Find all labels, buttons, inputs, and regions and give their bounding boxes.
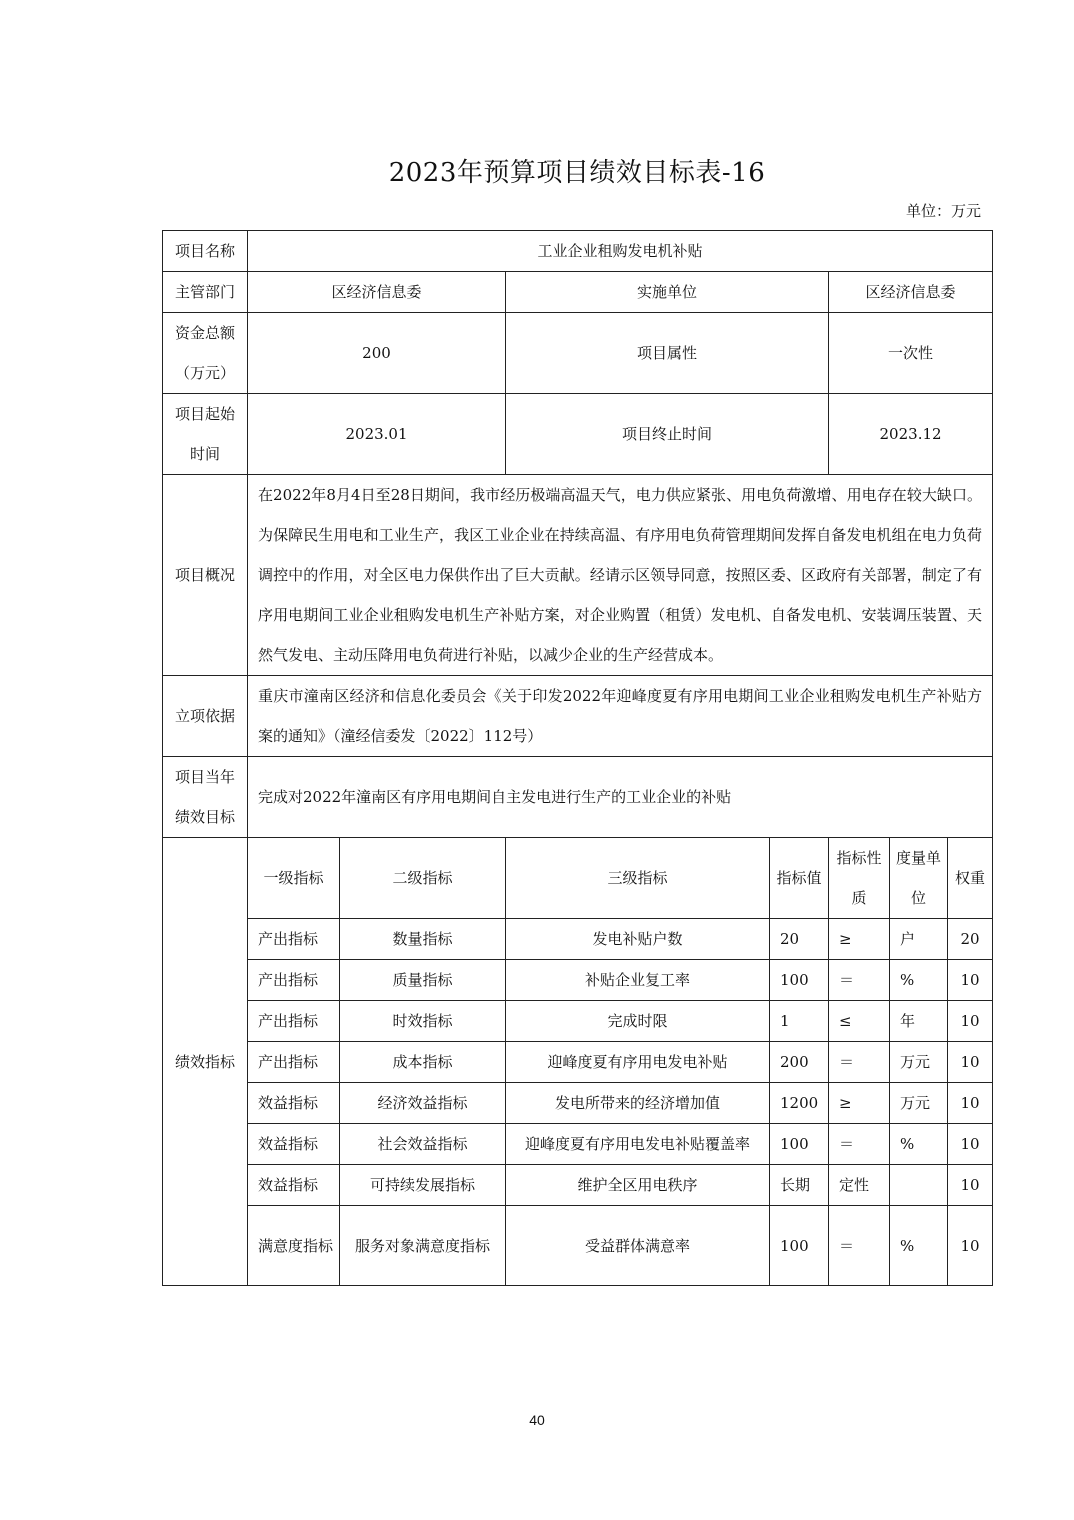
value-cell: 1200 [770, 1083, 829, 1124]
table-row [163, 1206, 993, 1286]
level2-cell: 可持续发展指标 [340, 1165, 506, 1206]
table-row [163, 1124, 993, 1165]
weight-cell: 10 [948, 1001, 993, 1042]
level1-cell: 满意度指标 [248, 1206, 340, 1286]
unit-label: 单位：万元 [905, 202, 981, 220]
unit-cell: 万元 [890, 1083, 948, 1124]
overview-label: 项目概况 [163, 475, 248, 676]
performance-target-table [162, 230, 993, 1286]
value-cell: 200 [770, 1042, 829, 1083]
level2-cell: 质量指标 [340, 960, 506, 1001]
level1-cell: 效益指标 [248, 1165, 340, 1206]
nature-cell: 定性 [829, 1165, 890, 1206]
project-name-value: 工业企业租购发电机补贴 [248, 231, 993, 272]
nature-cell: ＝ [829, 1206, 890, 1286]
level2-cell: 经济效益指标 [340, 1083, 506, 1124]
level2-cell: 数量指标 [340, 919, 506, 960]
perf-label: 绩效指标 [163, 838, 248, 1286]
level1-cell: 产出指标 [248, 1042, 340, 1083]
start-label: 项目起始时间 [163, 394, 248, 475]
header-unit: 度量单位 [890, 838, 948, 919]
nature-cell: ≤ [829, 1001, 890, 1042]
unit-cell: 年 [890, 1001, 948, 1042]
value-cell: 20 [770, 919, 829, 960]
unit-cell [890, 1165, 948, 1206]
table-row [163, 960, 993, 1001]
level3-cell: 受益群体满意率 [506, 1206, 770, 1286]
weight-cell: 10 [948, 1124, 993, 1165]
value-cell: 100 [770, 960, 829, 1001]
level1-cell: 产出指标 [248, 960, 340, 1001]
table-row [163, 1042, 993, 1083]
level3-cell: 迎峰度夏有序用电发电补贴覆盖率 [506, 1124, 770, 1165]
level3-cell: 发电补贴户数 [506, 919, 770, 960]
unit-cell: % [890, 960, 948, 1001]
header-level1: 一级指标 [248, 838, 340, 919]
nature-cell: ≥ [829, 919, 890, 960]
level3-cell: 完成时限 [506, 1001, 770, 1042]
header-nature: 指标性质 [829, 838, 890, 919]
table-row [163, 1165, 993, 1206]
unit-cell: 户 [890, 919, 948, 960]
basis-label: 立项依据 [163, 676, 248, 757]
value-cell: 100 [770, 1124, 829, 1165]
end-value: 2023.12 [829, 394, 993, 475]
impl-value: 区经济信息委 [829, 272, 993, 313]
weight-cell: 20 [948, 919, 993, 960]
level2-cell: 成本指标 [340, 1042, 506, 1083]
level3-cell: 发电所带来的经济增加值 [506, 1083, 770, 1124]
page-title: 2023年预算项目绩效目标表-16 [388, 158, 766, 188]
level3-cell: 补贴企业复工率 [506, 960, 770, 1001]
attr-label: 项目属性 [506, 313, 829, 394]
level2-cell: 时效指标 [340, 1001, 506, 1042]
level1-cell: 产出指标 [248, 919, 340, 960]
end-label: 项目终止时间 [506, 394, 829, 475]
weight-cell: 10 [948, 1165, 993, 1206]
level1-cell: 效益指标 [248, 1083, 340, 1124]
nature-cell: ＝ [829, 1124, 890, 1165]
funds-value: 200 [248, 313, 506, 394]
table-row [163, 919, 993, 960]
nature-cell: ＝ [829, 1042, 890, 1083]
header-weight: 权重 [948, 838, 993, 919]
header-level3: 三级指标 [506, 838, 770, 919]
weight-cell: 10 [948, 1206, 993, 1286]
unit-cell: 万元 [890, 1042, 948, 1083]
level3-cell: 维护全区用电秩序 [506, 1165, 770, 1206]
goal-label: 项目当年绩效目标 [163, 757, 248, 838]
table-row [163, 1001, 993, 1042]
level3-cell: 迎峰度夏有序用电发电补贴 [506, 1042, 770, 1083]
value-cell: 长期 [770, 1165, 829, 1206]
weight-cell: 10 [948, 1042, 993, 1083]
attr-value: 一次性 [829, 313, 993, 394]
value-cell: 1 [770, 1001, 829, 1042]
nature-cell: ≥ [829, 1083, 890, 1124]
level1-cell: 产出指标 [248, 1001, 340, 1042]
header-level2: 二级指标 [340, 838, 506, 919]
page-number: 40 [529, 1412, 545, 1428]
unit-cell: % [890, 1206, 948, 1286]
impl-label: 实施单位 [506, 272, 829, 313]
header-value: 指标值 [770, 838, 829, 919]
nature-cell: ＝ [829, 960, 890, 1001]
value-cell: 100 [770, 1206, 829, 1286]
basis-text: 重庆市潼南区经济和信息化委员会《关于印发2022年迎峰度夏有序用电期间工业企业租购发电机生产补贴方案的通知》（潼经信委发〔2022〕112号） [248, 676, 993, 757]
goal-text: 完成对2022年潼南区有序用电期间自主发电进行生产的工业企业的补贴 [248, 757, 993, 838]
level2-cell: 服务对象满意度指标 [340, 1206, 506, 1286]
overview-text: 在2022年8月4日至28日期间，我市经历极端高温天气，电力供应紧张、用电负荷激增、用电存在较大缺口。为保障民生用电和工业生产，我区工业企业在持续高温、有序用电负荷管理期间发挥自备发电机组在电力负荷调控中的作用，对全区电力保供作出了巨大贡献。经请示区领导同意，按照区委、区政府有关部署，制定了有序用电期间工业企业租购发电机生产补贴方案，对企业购置（租赁）发电机、自备发电机、安装调压装置、天然气发电、主动压降用电负荷进行补贴，以减少企业的生产经营成本。 [248, 475, 993, 676]
level1-cell: 效益指标 [248, 1124, 340, 1165]
table-row [163, 1083, 993, 1124]
unit-cell: % [890, 1124, 948, 1165]
dept-value: 区经济信息委 [248, 272, 506, 313]
dept-label: 主管部门 [163, 272, 248, 313]
project-name-label: 项目名称 [163, 231, 248, 272]
funds-label: 资金总额（万元） [163, 313, 248, 394]
weight-cell: 10 [948, 960, 993, 1001]
weight-cell: 10 [948, 1083, 993, 1124]
start-value: 2023.01 [248, 394, 506, 475]
level2-cell: 社会效益指标 [340, 1124, 506, 1165]
